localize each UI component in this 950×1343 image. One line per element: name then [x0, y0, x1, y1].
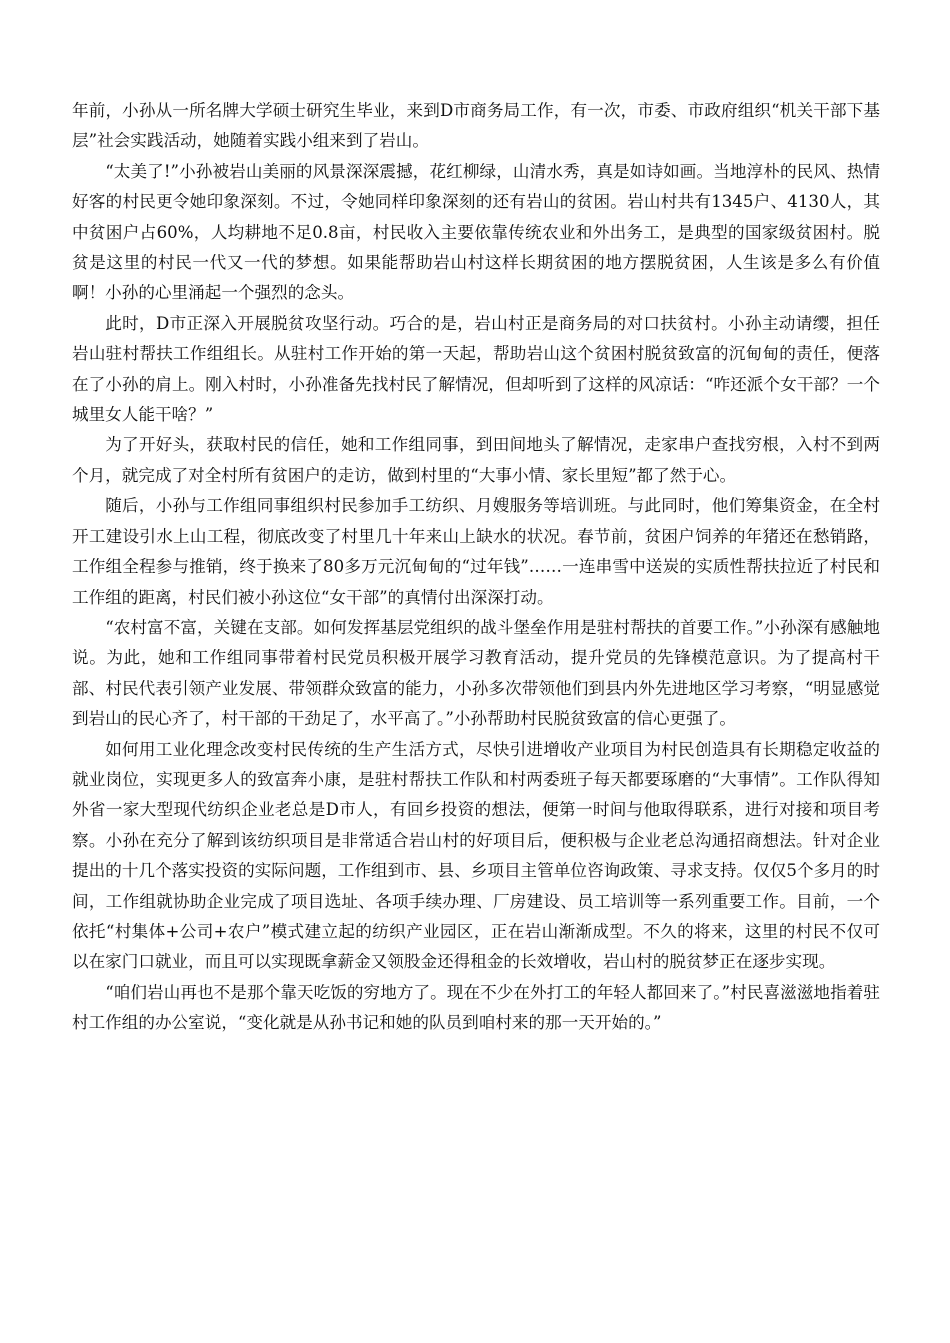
paragraph-7: 如何用工业化理念改变村民传统的生产生活方式，尽快引进增收产业项目为村民创造具有长期稳定收益的就业岗位，实现更多人的致富奔小康，是驻村帮扶工作队和村两委班子每天都要琢磨的“大事情”。工作队得知外省一家大型现代纺织企业老总是D市人，有回乡投资的想法，便第一时间与他取得联系，进行对接和项目考察。小孙在充分了解到该纺织项目是非常适合岩山村的好项目后，便积极与企业老总沟通招商想法。针对企业提出的十几个落实投资的实际问题，工作组到市、县、乡项目主管单位咨询政策、寻求支持。仅仅5个多月的时间，工作组就协助企业完成了项目选址、各项手续办理、厂房建设、员工培训等一系列重要工作。目前，一个依托“村集体+公司+农户”模式建立起的纺织产业园区，正在岩山渐渐成型。不久的将来，这里的村民不仅可以在家门口就业，而且可以实现既拿薪金又领股金还得租金的长效增收，岩山村的脱贫梦正在逐步实现。 [72, 739, 880, 972]
paragraph-4: 为了开好头，获取村民的信任，她和工作组同事，到田间地头了解情况，走家串户查找穷根，入村不到两个月，就完成了对全村所有贫困户的走访，做到村里的“大事小情、家长里短”都了然于心。 [72, 435, 880, 485]
article-body [72, 96, 880, 1039]
paragraph-3: 此时，D市正深入开展脱贫攻坚行动。巧合的是，岩山村正是商务局的对口扶贫村。小孙主动请缨，担任岩山驻村帮扶工作组组长。从驻村工作开始的第一天起，帮助岩山这个贫困村脱贫致富的沉甸甸的责任，便落在了小孙的肩上。刚入村时，小孙准备先找村民了解情况，但却听到了这样的风凉话：“咋还派个女干部？一个城里女人能干啥？” [72, 313, 880, 425]
paragraph-1: 年前，小孙从一所名牌大学硕士研究生毕业，来到D市商务局工作，有一次，市委、市政府组织“机关干部下基层”社会实践活动，她随着实践小组来到了岩山。 [72, 101, 880, 151]
paragraph-5: 随后，小孙与工作组同事组织村民参加手工纺织、月嫂服务等培训班。与此同时，他们筹集资金，在全村开工建设引水上山工程，彻底改变了村里几十年来山上缺水的状况。春节前，贫困户饲养的年猪还在愁销路，工作组全程参与推销，终于换来了80多万元沉甸甸的“过年钱”……一连串雪中送炭的实质性帮扶拉近了村民和工作组的距离，村民们被小孙这位“女干部”的真情付出深深打动。 [72, 496, 880, 607]
paragraph-6: “农村富不富，关键在支部。如何发挥基层党组织的战斗堡垒作用是驻村帮扶的首要工作。”小孙深有感触地说。为此，她和工作组同事带着村民党员积极开展学习教育活动，提升党员的先锋模范意识。为了提高村干部、村民代表引领产业发展、带领群众致富的能力，小孙多次带领他们到县内外先进地区学习考察，“明显感觉到岩山的民心齐了，村干部的干劲足了，水平高了。”小孙帮助村民脱贫致富的信心更强了。 [72, 617, 880, 729]
paragraph-8: “咱们岩山再也不是那个靠天吃饭的穷地方了。现在不少在外打工的年轻人都回来了。”村民喜滋滋地指着驻村工作组的办公室说，“变化就是从孙书记和她的队员到咱村来的那一天开始的。” [72, 982, 880, 1033]
paragraph-2: “太美了!”小孙被岩山美丽的风景深深震撼，花红柳绿，山清水秀，真是如诗如画。当地淳朴的民风、热情好客的村民更令她印象深刻。不过，令她同样印象深刻的还有岩山的贫困。岩山村共有1345户、4130人，其中贫困户占60%，人均耕地不足0.8亩，村民收入主要依靠传统农业和外出务工，是典型的国家级贫困村。脱贫是这里的村民一代又一代的梦想。如果能帮助岩山村这样长期贫困的地方摆脱贫困，人生该是多么有价值啊！小孙的心里涌起一个强烈的念头。 [72, 161, 880, 303]
